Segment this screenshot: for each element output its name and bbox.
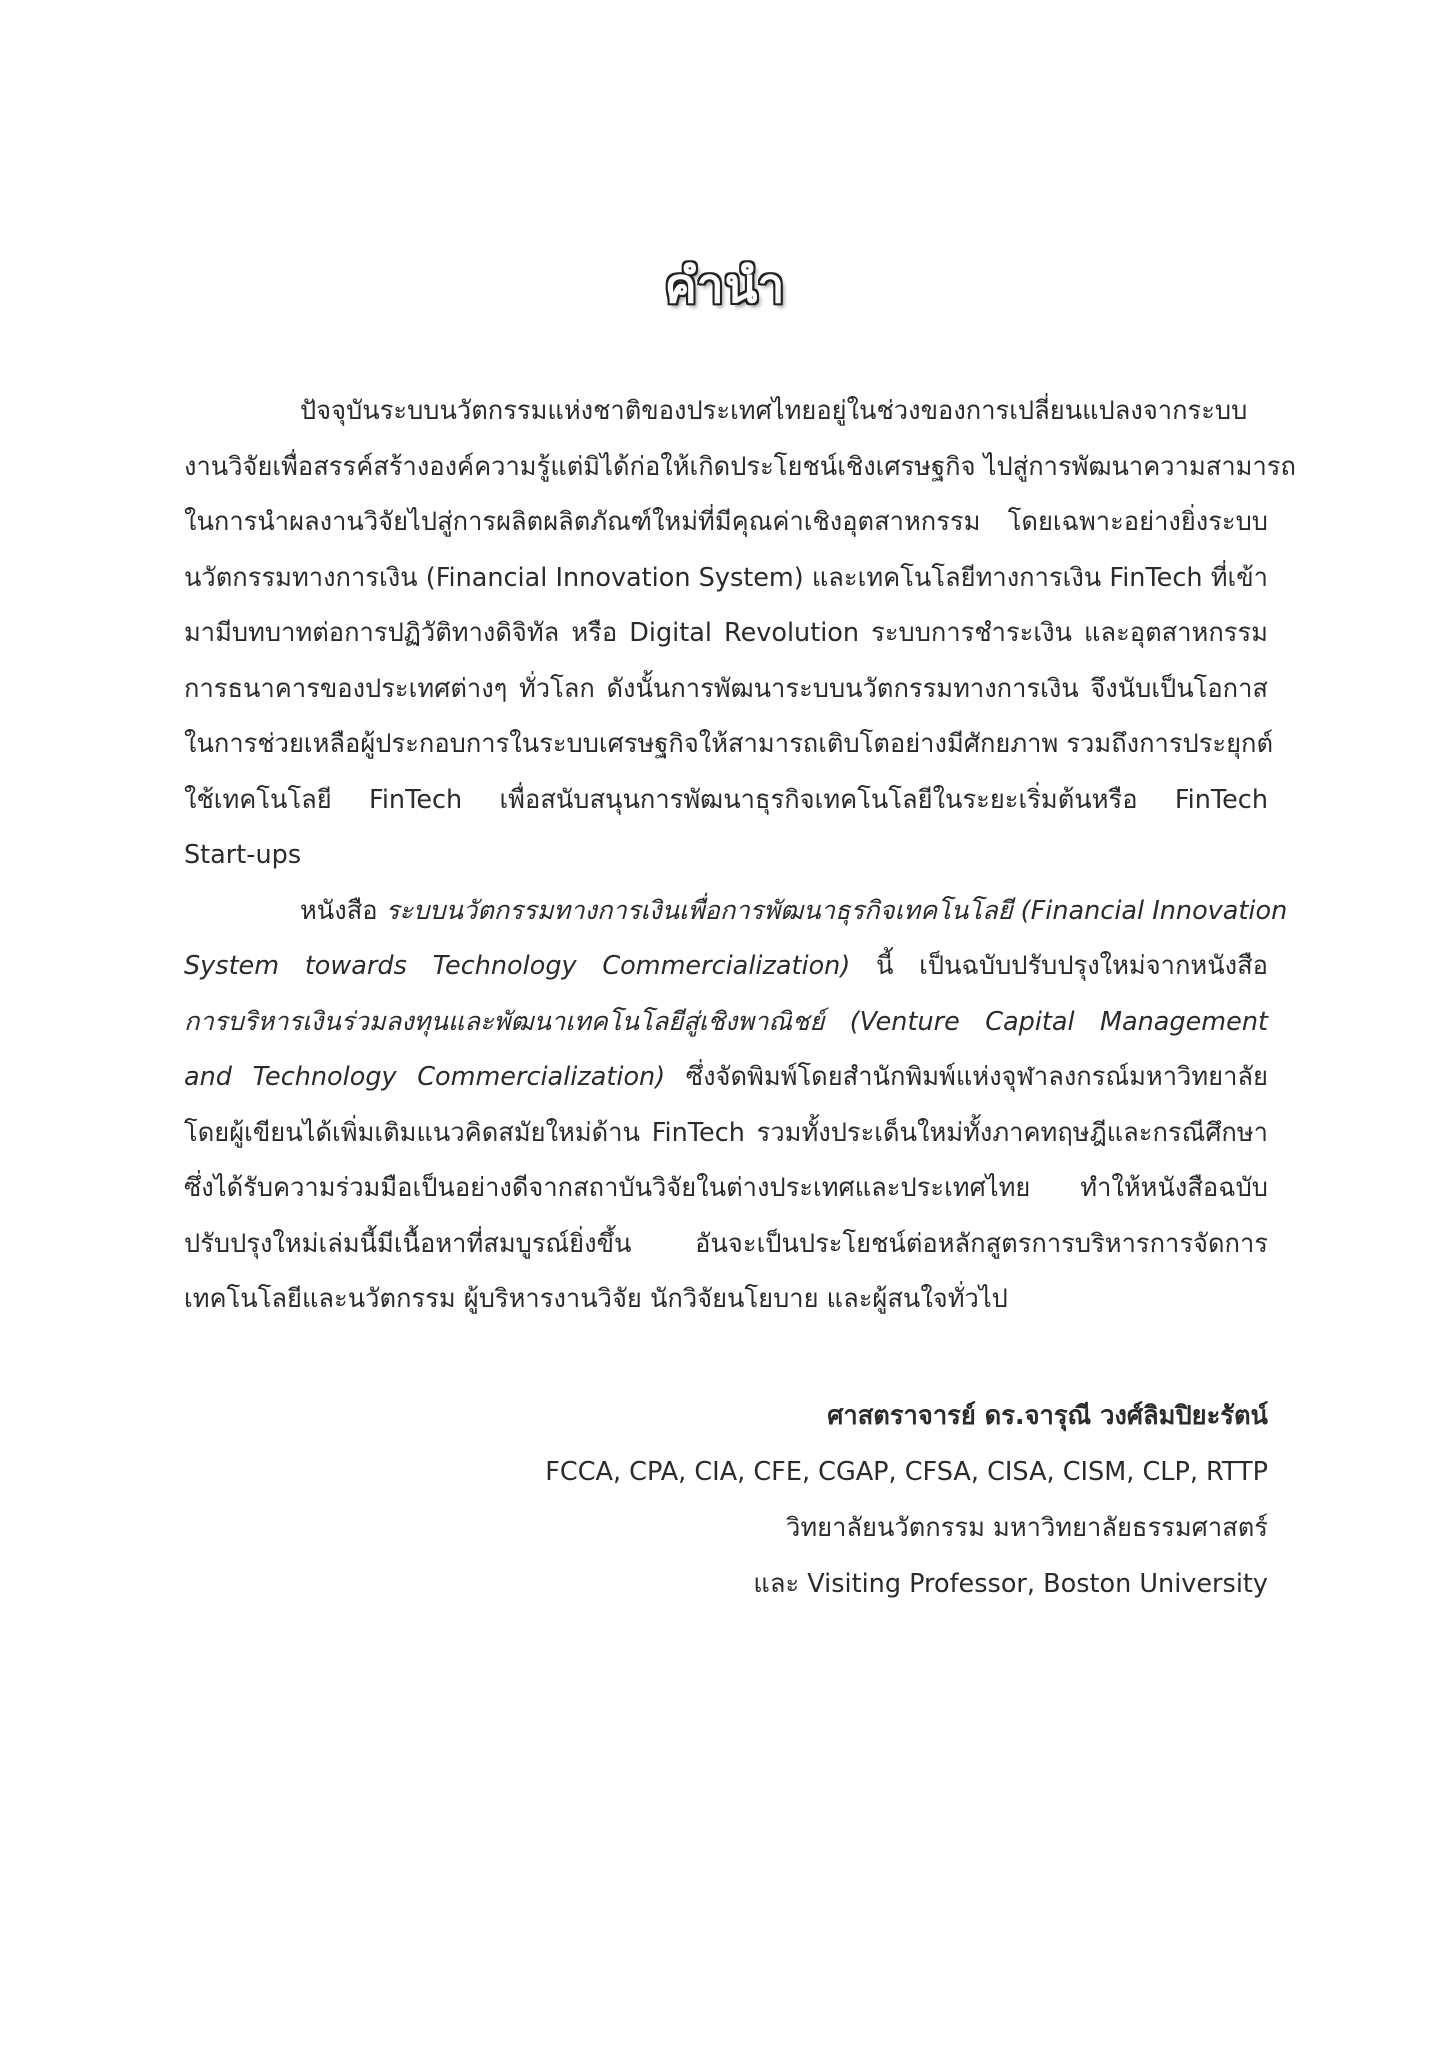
book-title-italic: ระบบนวัตกรรมทางการเงินเพื่อการพัฒนาธุรกิจเทคโนโลยี (Financial Innovation [385, 895, 1288, 926]
book-title-italic: System towards Technology Commercialization) [184, 951, 851, 981]
author-affiliation: วิทยาลัยนวัตกรรม มหาวิทยาลัยธรรมศาสตร์ [786, 1513, 1268, 1543]
paragraph-line: มามีบทบาทต่อการปฏิวัติทางดิจิทัล หรือ Digital Revolution ระบบการชำระเงิน และอุตสาหกรรม [184, 618, 1268, 648]
paragraph-line: โดยผู้เขียนได้เพิ่มเติมแนวคิดสมัยใหม่ด้าน FinTech รวมทั้งประเด็นใหม่ทั้งภาคทฤษฎีและกรณีศึกษา [184, 1117, 1268, 1148]
author-credentials: FCCA, CPA, CIA, CFE, CGAP, CFSA, CISA, CISM, CLP, RTTP [545, 1457, 1268, 1487]
paragraph-line: Start-ups [184, 840, 302, 870]
paragraph-line [184, 939, 1268, 995]
paragraph-line: ซึ่งได้รับความร่วมมือเป็นอย่างดีจากสถาบันวิจัยในต่างประเทศและประเทศไทย ทำให้หนังสือฉบับ [184, 1173, 1268, 1203]
paragraph-1 [184, 384, 1296, 884]
author-name: ศาสตราจารย์ ดร.จารุณี วงศ์ลิมปิยะรัตน์ [827, 1401, 1268, 1431]
paragraph-line: ในการช่วยเหลือผู้ประกอบการในระบบเศรษฐกิจให้สามารถเติบโตอย่างมีศักยภาพ รวมถึงการประยุกต์ [184, 729, 1274, 759]
page-title: คำนำ [664, 258, 786, 314]
paragraph-line: ปัจจุบันระบบนวัตกรรมแห่งชาติของประเทศไทยอยู่ในช่วงของการเปลี่ยนแปลงจากระบบ [300, 396, 1248, 426]
paragraph-line: ใช้เทคโนโลยี FinTech เพื่อสนับสนุนการพัฒนาธุรกิจเทคโนโลยีในระยะเริ่มต้นหรือ FinTech [184, 784, 1268, 815]
text-run: นี้ เป็นฉบับปรับปรุงใหม่จากหนังสือ [850, 951, 1268, 981]
paragraph-line: การธนาคารของประเทศต่างๆ ทั่วโลก ดังนั้นการพัฒนาระบบนวัตกรรมทางการเงิน จึงนับเป็นโอกาส [184, 673, 1268, 704]
paragraph-line: ในการนำผลงานวิจัยไปสู่การผลิตผลิตภัณฑ์ใหม่ที่มีคุณค่าเชิงอุตสาหกรรม โดยเฉพาะอย่างยิ่งระบบ [184, 507, 1268, 537]
paragraph-line [184, 1050, 1268, 1106]
author-visiting-position: และ Visiting Professor, Boston University [753, 1569, 1268, 1599]
paragraph-line: เทคโนโลยีและนวัตกรรม ผู้บริหารงานวิจัย นักวิจัยนโยบาย และผู้สนใจทั่วไป [184, 1284, 1008, 1314]
paragraph-line: งานวิจัยเพื่อสรรค์สร้างองค์ความรู้แต่มิได้ก่อให้เกิดประโยชน์เชิงเศรษฐกิจ ไปสู่การพัฒนาความสามารถ [184, 451, 1296, 482]
text-run: หนังสือ [300, 895, 386, 926]
paragraph-2 [184, 884, 1288, 1328]
author-signature-block [545, 1388, 1268, 1612]
paragraph-line: การบริหารเงินร่วมลงทุนและพัฒนาเทคโนโลยีสู่เชิงพาณิชย์ (Venture Capital Management [184, 1006, 1268, 1037]
preface-body [184, 384, 1296, 1328]
book-title-italic: and Technology Commercialization) [184, 1062, 666, 1092]
paragraph-line [184, 884, 1288, 940]
paragraph-line: นวัตกรรมทางการเงิน (Financial Innovation System) และเทคโนโลยีทางการเงิน FinTech ที่เข้า [184, 562, 1268, 593]
paragraph-line: ปรับปรุงใหม่เล่มนี้มีเนื้อหาที่สมบูรณ์ยิ่งขึ้น อันจะเป็นประโยชน์ต่อหลักสูตรการบริหารการจัดการ [184, 1228, 1268, 1259]
text-run: ซึ่งจัดพิมพ์โดยสำนักพิมพ์แห่งจุฬาลงกรณ์มหาวิทยาลัย [665, 1062, 1268, 1092]
